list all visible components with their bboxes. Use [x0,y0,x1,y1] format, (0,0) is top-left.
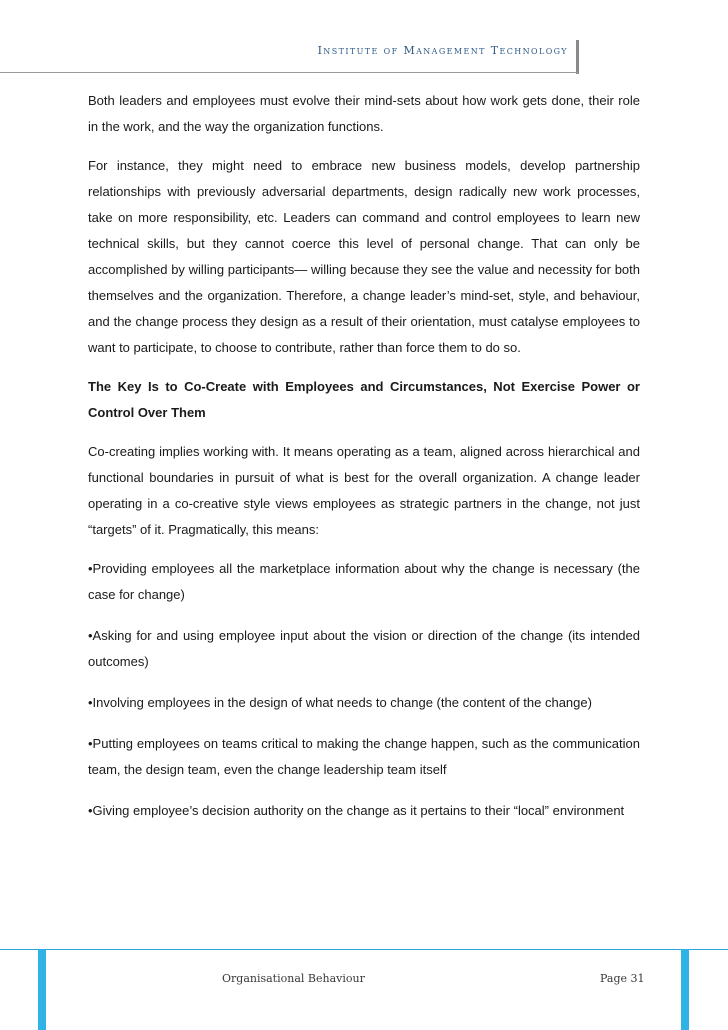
bullet-item-decision-authority: •Giving employee’s decision authority on the change as it pertains to their “local” environment [88,803,625,818]
footer-page-number: Page 31 [600,972,645,985]
footer-left-accent-bar [38,949,46,1030]
header-divider [0,72,578,73]
paragraph-mindsets: Both leaders and employees must evolve their mind-sets about how work gets done, their role in the work, and the way the organization functions. [88,93,640,134]
footer-course-title: Organisational Behaviour [222,972,365,985]
footer-divider [0,949,728,950]
document-body [88,88,640,839]
page-header-title: Institute of Management Technology [317,44,568,57]
footer-right-accent-bar [681,949,689,1030]
paragraph-co-creating: Co-creating implies working with. It means operating as a team, aligned across hierarchical and functional boundaries in pursuit of what is best for the overall organization. A change leader operating in a co-creative style views employees as strategic partners in the change, not just “targets” of it. Pragmatically, this means: [88,444,640,537]
bullet-item-case-for-change: •Providing employees all the marketplace information about why the change is necessary (the case for change) [88,561,640,602]
header-accent-bar [576,40,579,74]
bullet-item-employee-input: •Asking for and using employee input about the vision or direction of the change (its intended outcomes) [88,628,640,669]
section-heading: The Key Is to Co-Create with Employees and Circumstances, Not Exercise Power or Control Over Them [88,379,640,420]
paragraph-personal-change: For instance, they might need to embrace new business models, develop partnership relationships with previously adversarial departments, design radically new work processes, take on more responsibility, etc. Leaders can command and control employees to learn new technical skills, but they cannot coerce this level of personal change. That can only be accomplished by willing participants— willing because they see the value and necessity for both themselves and the organization. Therefore, a change leader’s mind-set, style, and behaviour, and the change process they design as a result of their orientation, must catalyse employees to want to participate, to choose to contribute, rather than force them to do so. [88,158,640,355]
bullet-item-design-involvement: •Involving employees in the design of what needs to change (the content of the change) [88,695,592,710]
bullet-item-teams: •Putting employees on teams critical to making the change happen, such as the communication team, the design team, even the change leadership team itself [88,736,640,777]
